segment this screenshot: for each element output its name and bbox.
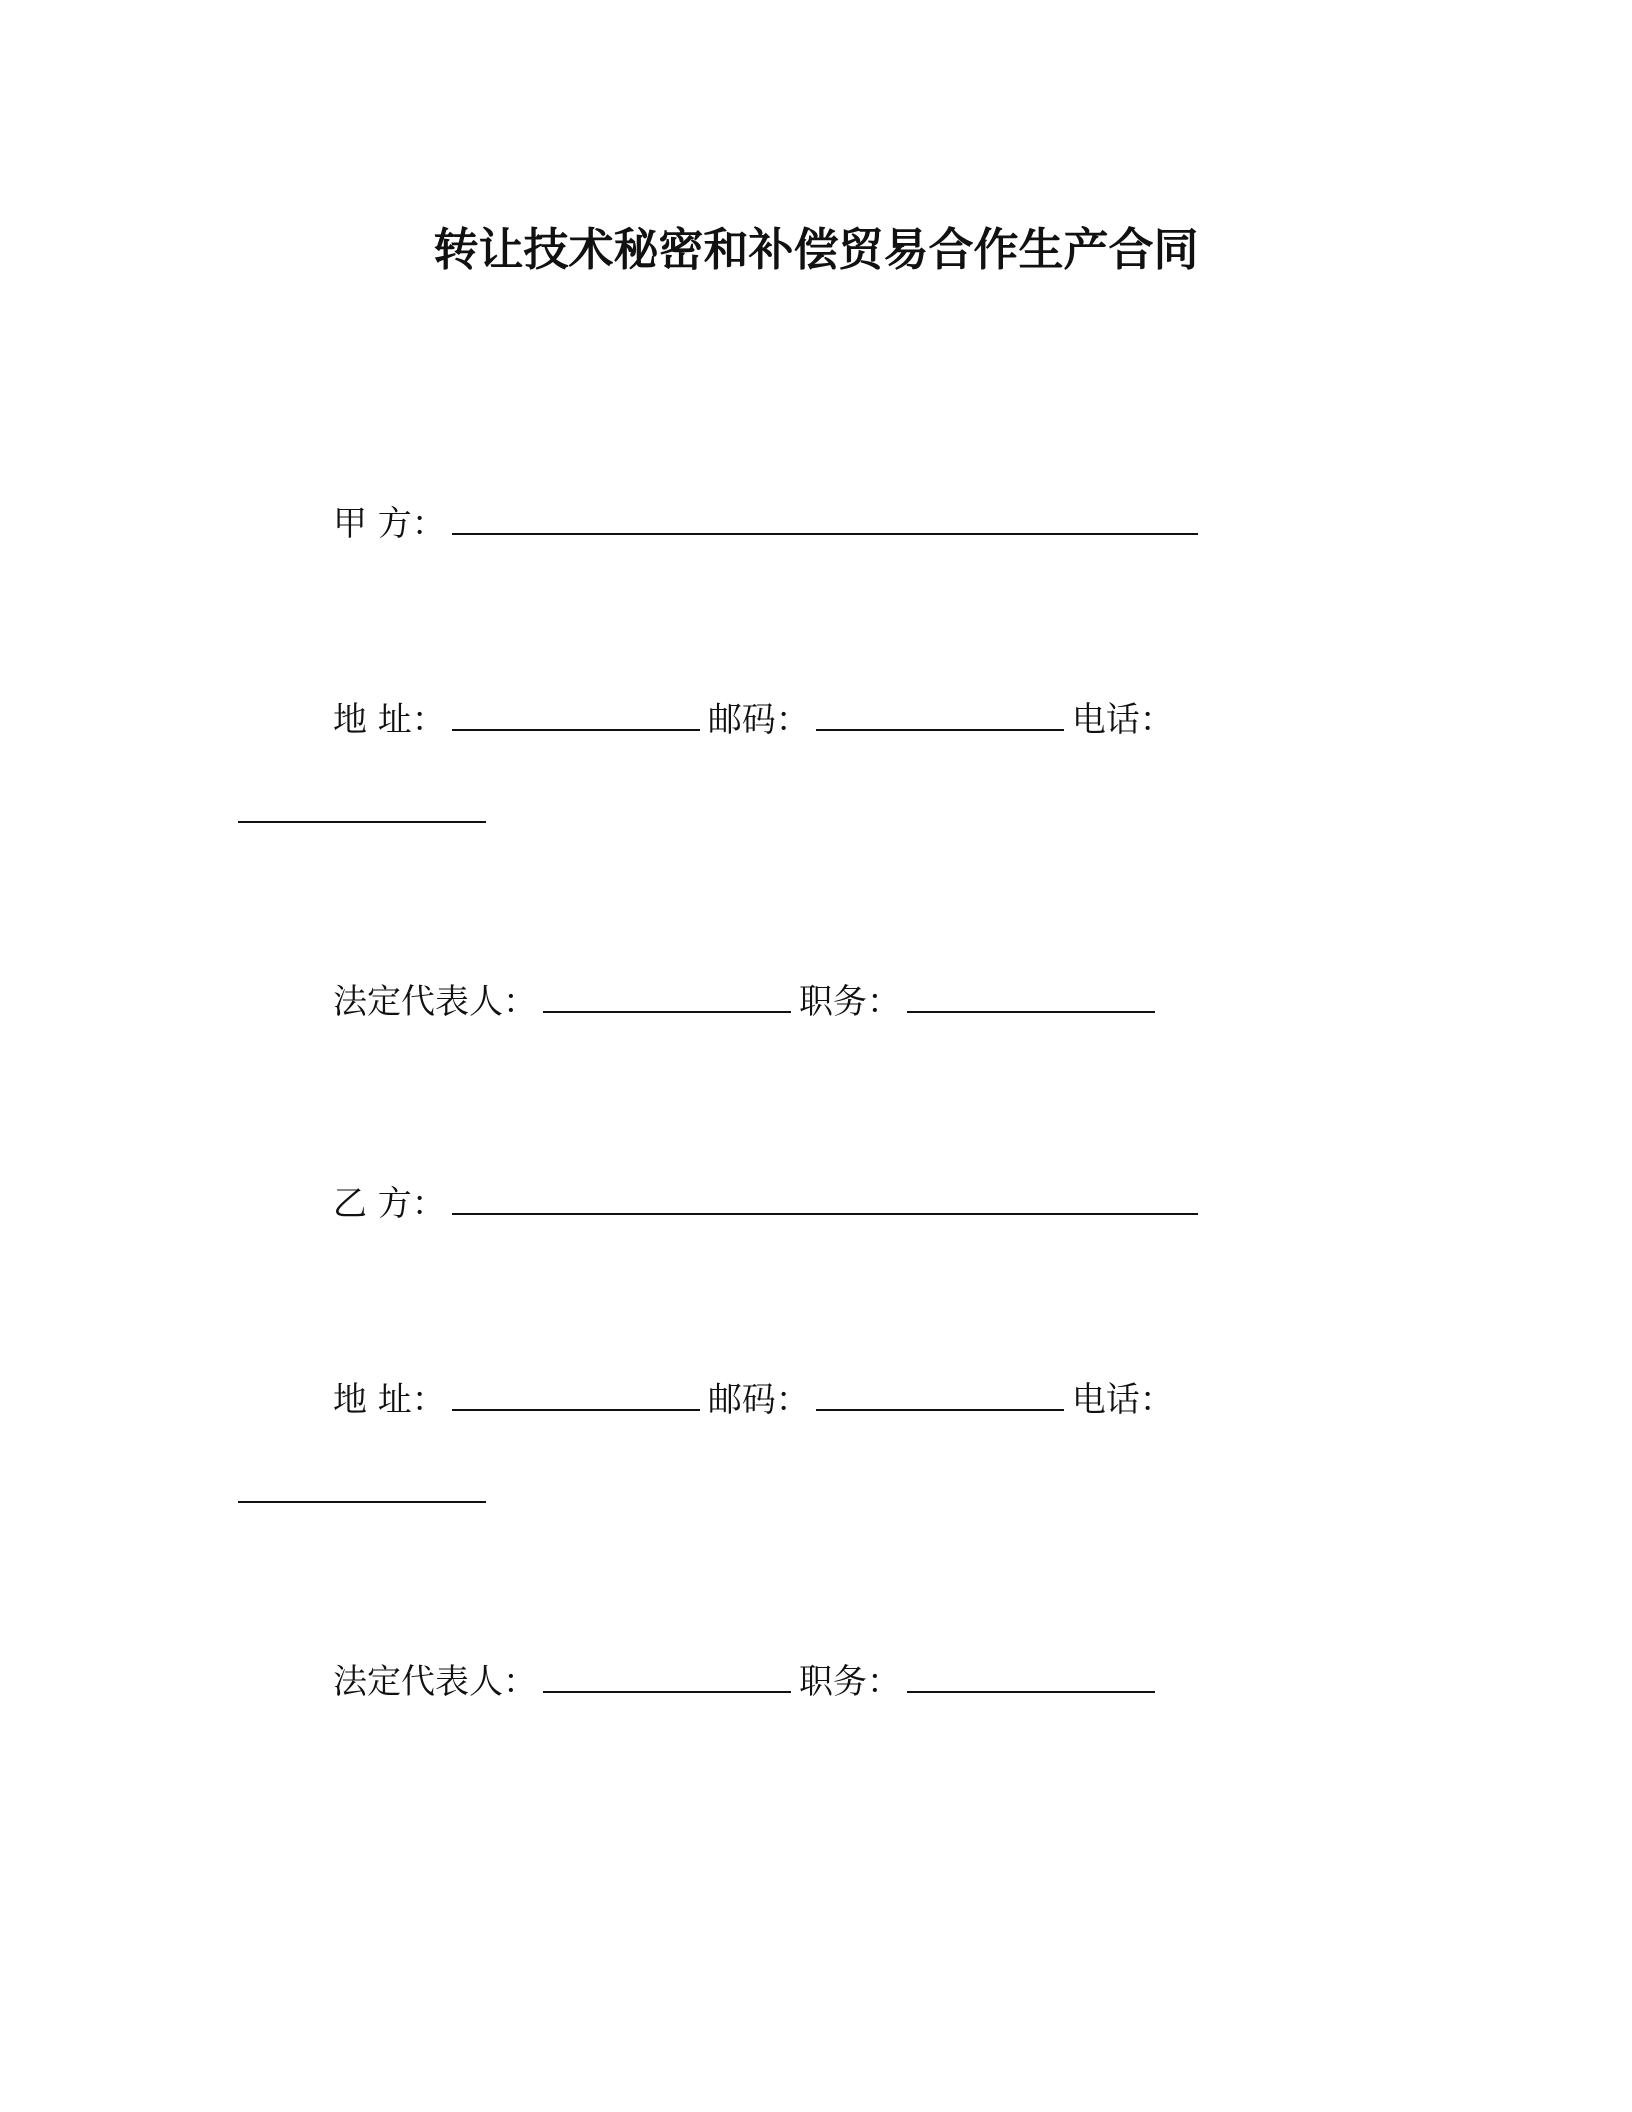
party-b-position-blank [907, 1663, 1155, 1693]
party-a-postcode-blank [816, 701, 1064, 731]
party-a-name-label: 甲 方： [333, 504, 446, 544]
page-title: 转让技术秘密和补偿贸易合作生产合同 [433, 223, 1199, 276]
party-b-phone-row [238, 1470, 494, 1514]
party-a-phone-blank [238, 793, 486, 823]
party-a-postcode-label: 邮码： [707, 700, 810, 740]
party-a-address-row [333, 698, 1174, 742]
party-a-phone-row [238, 790, 494, 834]
party-b-name-blank [452, 1185, 1198, 1215]
party-b-rep-blank [543, 1663, 791, 1693]
party-a-rep-row [333, 980, 1163, 1024]
party-b-position-label: 职务： [799, 1662, 901, 1702]
party-a-rep-blank [543, 983, 791, 1013]
party-a-name-row [333, 502, 1206, 546]
party-b-rep-row [333, 1660, 1163, 1704]
party-a-name-blank [452, 505, 1198, 535]
party-b-postcode-blank [816, 1381, 1064, 1411]
party-b-postcode-label: 邮码： [707, 1380, 810, 1420]
party-a-address-label: 地 址： [333, 700, 446, 740]
party-b-address-blank [452, 1381, 700, 1411]
party-b-phone-label: 电话： [1071, 1380, 1174, 1420]
party-b-address-label: 地 址： [333, 1380, 446, 1420]
party-b-name-label: 乙 方： [333, 1184, 446, 1224]
party-b-rep-label: 法定代表人： [333, 1662, 537, 1702]
party-a-phone-label: 电话： [1071, 700, 1174, 740]
party-b-address-row [333, 1378, 1174, 1422]
party-a-position-label: 职务： [799, 982, 901, 1022]
party-a-position-blank [907, 983, 1155, 1013]
party-a-rep-label: 法定代表人： [333, 982, 537, 1022]
party-a-address-blank [452, 701, 700, 731]
party-b-phone-blank [238, 1473, 486, 1503]
party-b-name-row [333, 1182, 1206, 1226]
